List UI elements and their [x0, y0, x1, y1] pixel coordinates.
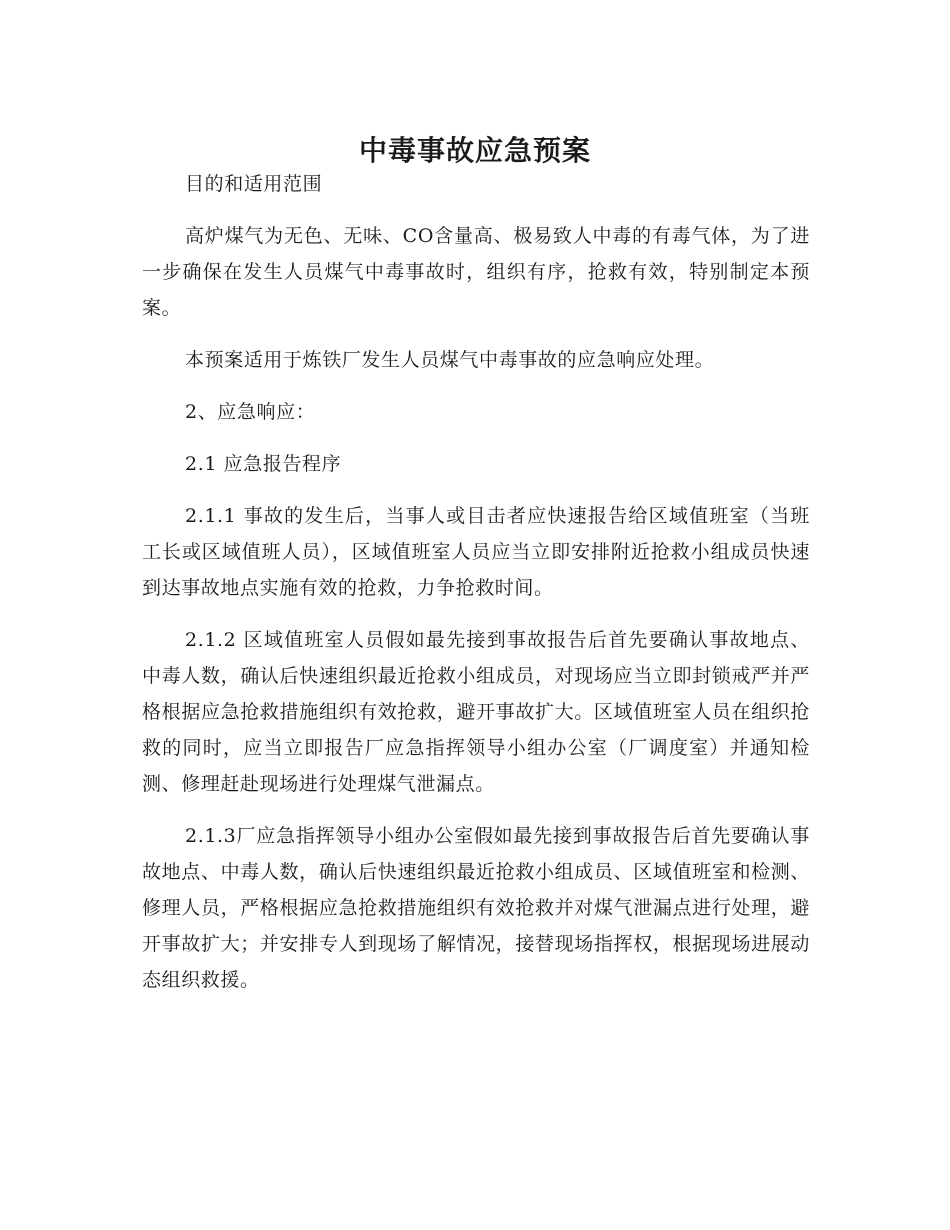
paragraph-2-1-2: 2.1.2 区域值班室人员假如最先接到事故报告后首先要确认事故地点、中毒人数，确认后快速组织最近抢救小组成员，对现场应当立即封锁戒严并严格根据应急抢救措施组织有效抢救，避开事故扩大。区域值班室人员在组织抢救的同时，应当立即报告厂应急指挥领导小组办公室（厂调度室）并通知检测、修理赶赴现场进行处理煤气泄漏点。 — [142, 629, 810, 795]
paragraph-intro: 高炉煤气为无色、无味、CO含量高、极易致人中毒的有毒气体，为了进一步确保在发生人员煤气中毒事故时，组织有序，抢救有效，特别制定本预案。 — [142, 225, 810, 319]
document-title: 中毒事故应急预案 — [358, 133, 591, 167]
paragraph-2-1-1: 2.1.1 事故的发生后，当事人或目击者应快速报告给区域值班室（当班工长或区域值班人员），区域值班室人员应当立即安排附近抢救小组成员快速到达事故地点实施有效的抢救，力争抢救时间。 — [142, 505, 810, 599]
paragraph-scope: 本预案适用于炼铁厂发生人员煤气中毒事故的应急响应处理。 — [185, 349, 715, 371]
section-heading-report-procedure: 2.1 应急报告程序 — [185, 453, 342, 475]
section-heading-purpose: 目的和适用范围 — [185, 173, 323, 195]
document-body — [142, 166, 810, 1014]
paragraph-2-1-3: 2.1.3厂应急指挥领导小组办公室假如最先接到事故报告后首先要确认事故地点、中毒人数，确认后快速组织最近抢救小组成员、区域值班室和检测、修理人员，严格根据应急抢救措施组织有效抢救并对煤气泄漏点进行处理，避开事故扩大；并安排专人到现场了解情况，接替现场指挥权，根据现场进展动态组织救援。 — [142, 825, 810, 991]
section-heading-emergency-response: 2、应急响应： — [185, 401, 316, 423]
